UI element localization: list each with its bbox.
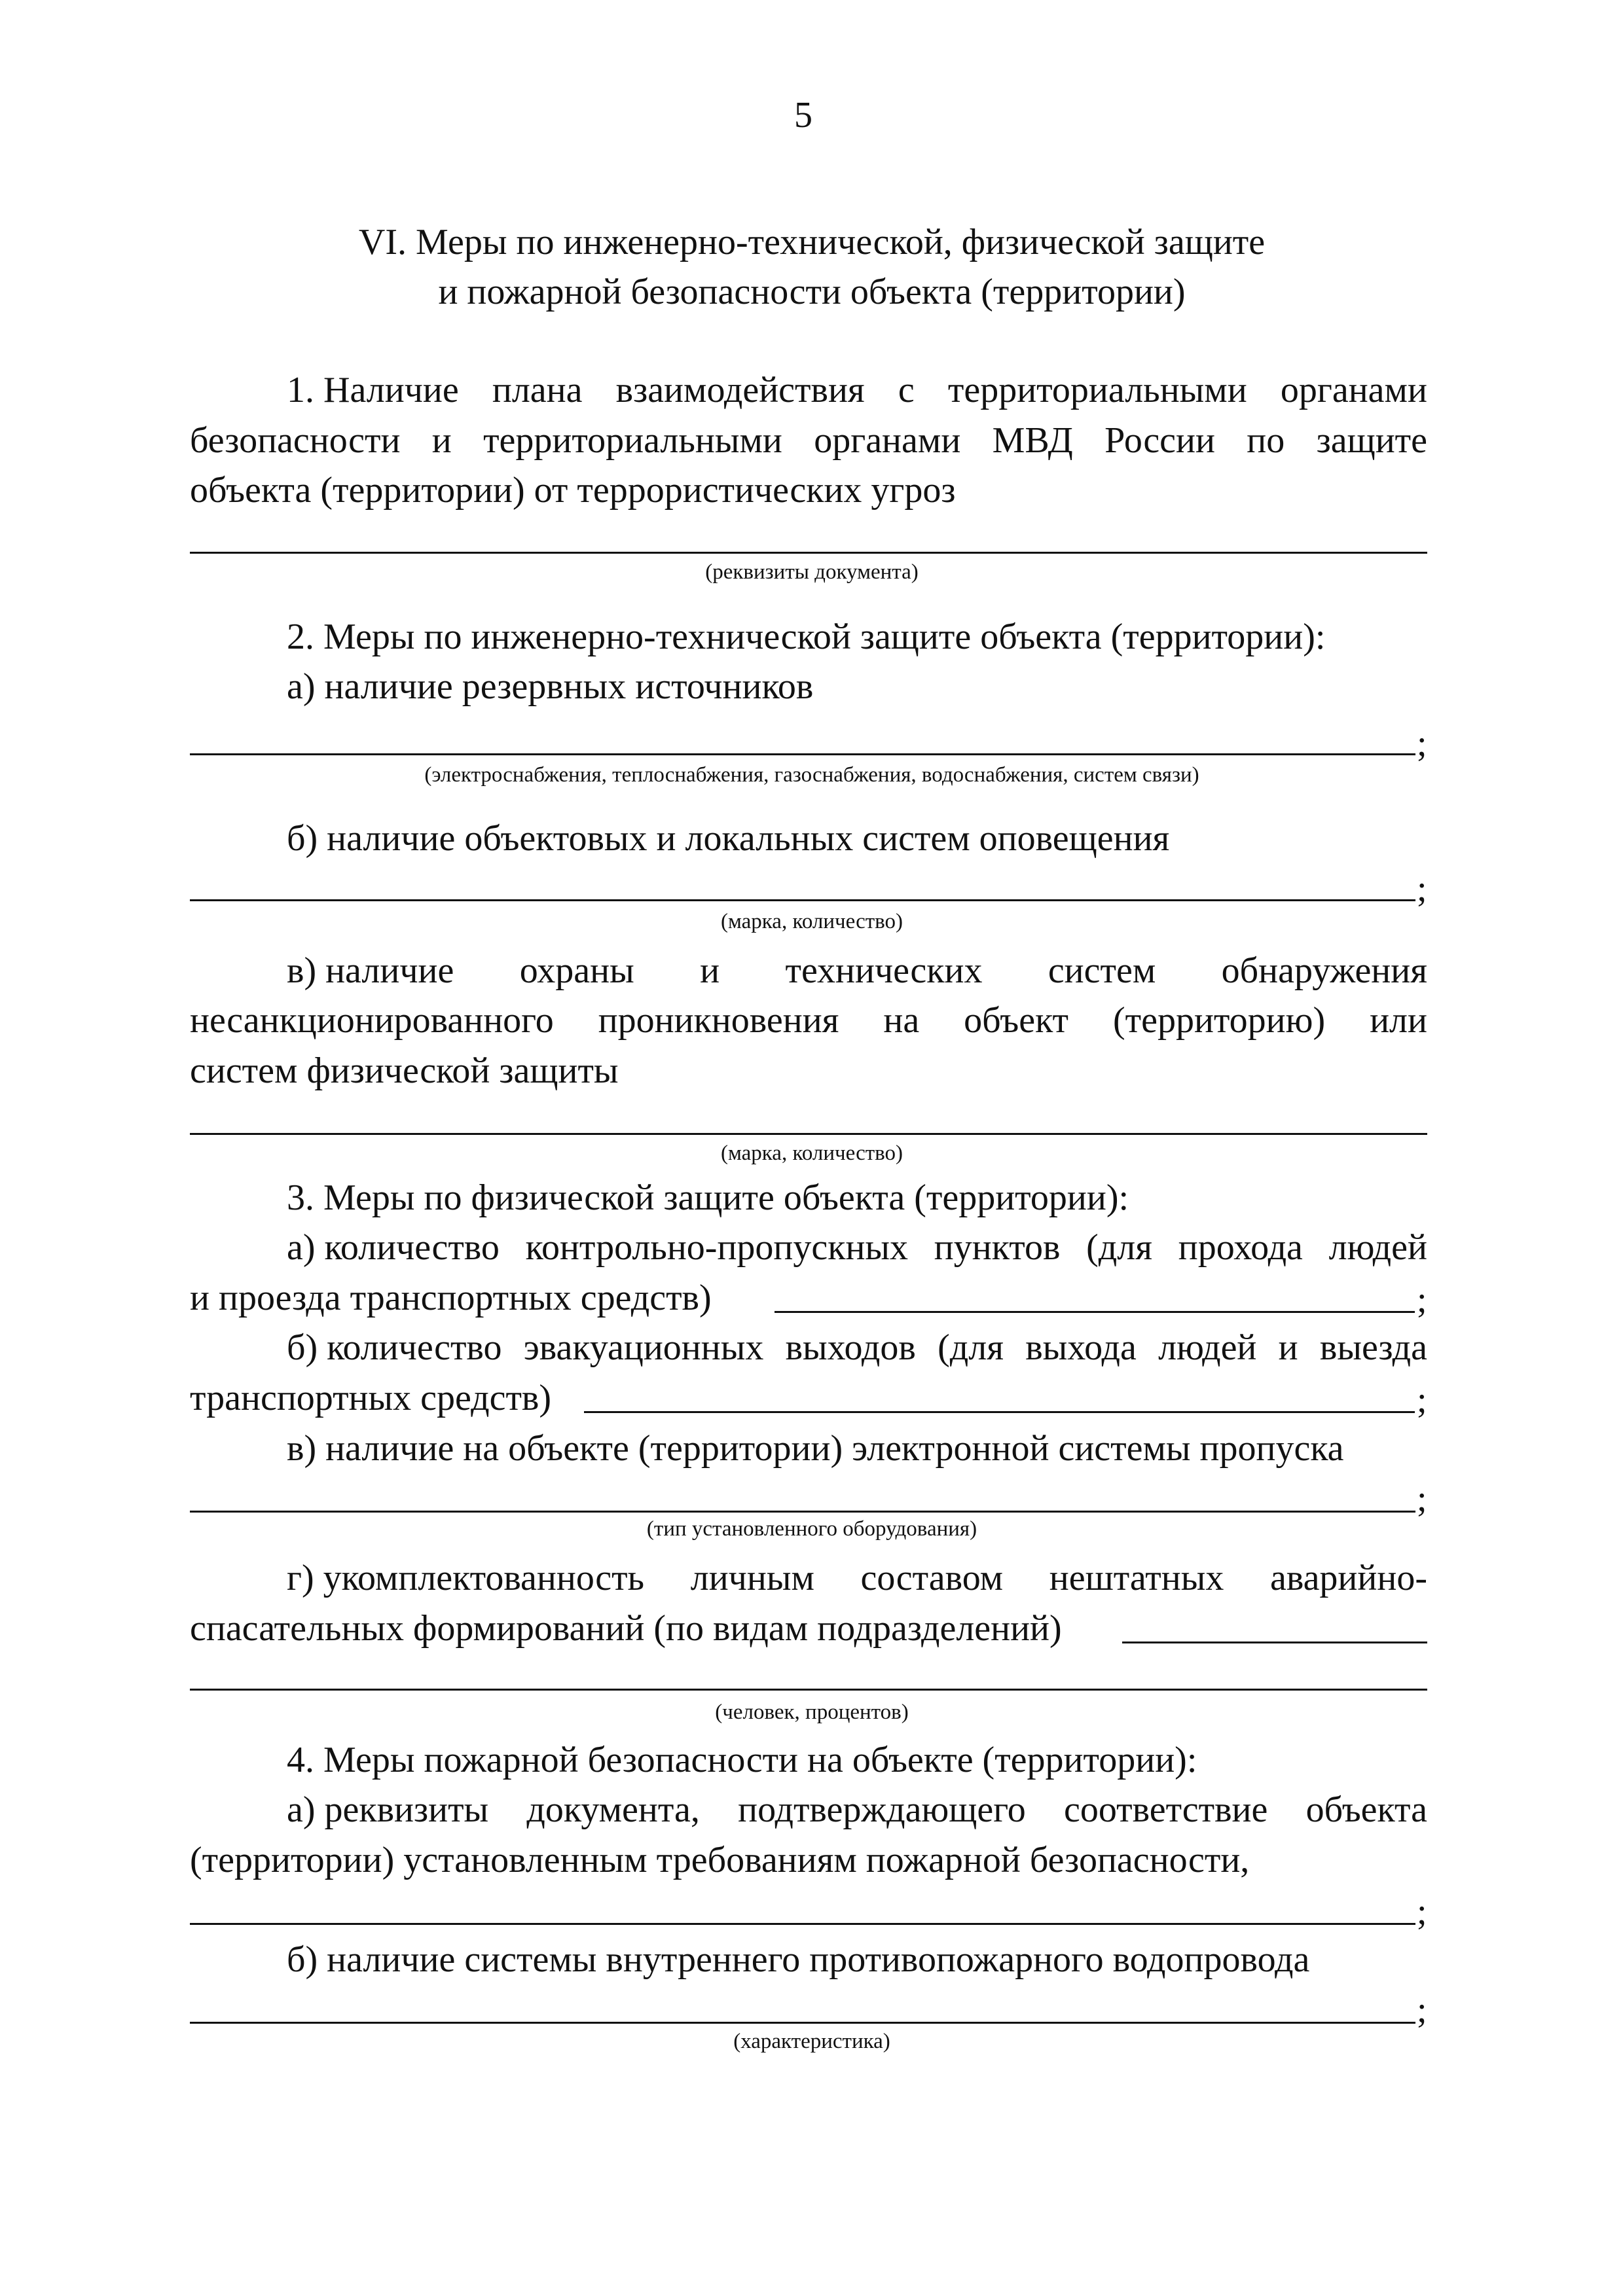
word: с: [898, 370, 915, 410]
word: территориальными: [947, 370, 1247, 410]
word: выходов: [785, 1327, 916, 1368]
word: (территорию): [1112, 1000, 1326, 1041]
item1-line-2: [190, 422, 1427, 459]
item2-v-line-2: [190, 1002, 1427, 1039]
item4-b-fill-line: [190, 2022, 1415, 2024]
section-heading-line-1: VI. Меры по инженерно-технической, физической защите: [358, 222, 1266, 262]
item3-g-caption: (человек, процентов): [715, 1700, 909, 1724]
item3-v-fill-line: [190, 1511, 1415, 1513]
item4-b-label: б) наличие системы внутреннего противопожарного водопровода: [287, 1939, 1310, 1980]
word: органами: [814, 420, 961, 461]
word: и: [1278, 1327, 1298, 1368]
word: (для: [938, 1327, 1004, 1368]
item2-b-fill-line: [190, 899, 1415, 901]
item3-a-line-2: и проезда транспортных средств): [190, 1278, 712, 1318]
word: несанкционированного: [190, 1000, 554, 1041]
word: прохода: [1178, 1227, 1303, 1268]
word: в) наличие: [287, 950, 454, 991]
item3-a-line-1: [287, 1229, 1427, 1266]
word: г) укомплектованность: [287, 1558, 645, 1598]
word: по: [1247, 420, 1285, 461]
item3-b-line-2: транспортных средств): [190, 1378, 552, 1418]
item3-b-fill-line: [584, 1411, 1415, 1413]
item2-a-semicolon: ;: [1417, 723, 1427, 764]
word: документа,: [526, 1789, 700, 1830]
word: (для: [1086, 1227, 1152, 1268]
word: взаимодействия: [615, 370, 865, 410]
item2-b-caption: (марка, количество): [720, 910, 903, 933]
item2-v-fill-line: [190, 1133, 1427, 1135]
word: 1. Наличие: [287, 370, 459, 410]
item2-v-line-3: систем физической защиты: [190, 1050, 619, 1091]
word: проникновения: [598, 1000, 839, 1041]
item4-title: 4. Меры пожарной безопасности на объекте (территории):: [287, 1740, 1197, 1780]
word: и: [431, 420, 452, 461]
item3-g-fill-line-1: [1122, 1641, 1427, 1643]
word: России: [1104, 420, 1215, 461]
word: обнаружения: [1221, 950, 1427, 991]
word: защите: [1316, 420, 1427, 461]
word: систем: [1048, 950, 1156, 991]
item3-a-fill-line: [775, 1311, 1415, 1313]
item2-b-label: б) наличие объектовых и локальных систем оповещения: [287, 818, 1170, 859]
word: людей: [1328, 1227, 1427, 1268]
item3-v-label: в) наличие на объекте (территории) электронной системы пропуска: [287, 1428, 1344, 1469]
item3-v-semicolon: ;: [1417, 1479, 1427, 1519]
item1-fill-line: [190, 552, 1427, 554]
word: контрольно-пропускных: [525, 1227, 909, 1268]
item3-b-semicolon: ;: [1417, 1380, 1427, 1420]
item4-b-semicolon: ;: [1417, 1990, 1427, 2030]
item1-line-3: объекта (территории) от террористических угроз: [190, 470, 956, 511]
word: а) реквизиты: [287, 1789, 489, 1830]
item2-b-semicolon: ;: [1417, 869, 1427, 909]
word: составом: [860, 1558, 1004, 1598]
item3-b-line-1: [287, 1329, 1427, 1366]
word: подтверждающего: [738, 1789, 1026, 1830]
item4-a-line-2: (территории) установленным требованиям пожарной безопасности,: [190, 1840, 1250, 1880]
item2-v-line-1: [287, 952, 1427, 989]
word: пунктов: [934, 1227, 1061, 1268]
word: и: [700, 950, 720, 991]
item3-g-line-1: [287, 1560, 1427, 1596]
page-number: 5: [794, 95, 812, 135]
word: б) количество: [287, 1327, 502, 1368]
word: территориальными: [483, 420, 782, 461]
item3-a-semicolon: ;: [1417, 1280, 1427, 1320]
item4-a-fill-line: [190, 1923, 1415, 1925]
item3-v-caption: (тип установленного оборудования): [646, 1517, 977, 1541]
item1-caption: (реквизиты документа): [705, 560, 919, 584]
item4-a-line-1: [287, 1791, 1427, 1828]
word: нештатных: [1049, 1558, 1224, 1598]
word: аварийно-: [1270, 1558, 1427, 1598]
item4-b-caption: (характеристика): [733, 2030, 890, 2053]
item2-v-caption: (марка, количество): [720, 1141, 903, 1165]
section-heading-line-2: и пожарной безопасности объекта (территории): [438, 272, 1186, 312]
word: а) количество: [287, 1227, 500, 1268]
word: охраны: [519, 950, 634, 991]
word: объекта: [1305, 1789, 1427, 1830]
item3-g-fill-line-2: [190, 1689, 1427, 1691]
word: людей: [1158, 1327, 1257, 1368]
word: личным: [690, 1558, 814, 1598]
word: органами: [1280, 370, 1427, 410]
word: безопасности: [190, 420, 401, 461]
word: МВД: [992, 420, 1073, 461]
item3-g-line-2: спасательных формирований (по видам подразделений): [190, 1608, 1062, 1649]
item2-a-label: а) наличие резервных источников: [287, 666, 814, 707]
item3-title: 3. Меры по физической защите объекта (территории):: [287, 1177, 1129, 1218]
word: на: [883, 1000, 920, 1041]
item2-title: 2. Меры по инженерно-технической защите объекта (территории):: [287, 617, 1326, 657]
item2-a-caption: (электроснабжения, теплоснабжения, газоснабжения, водоснабжения, систем связи): [424, 763, 1199, 787]
word: выезда: [1319, 1327, 1427, 1368]
word: плана: [492, 370, 583, 410]
item2-a-fill-line: [190, 753, 1415, 755]
word: или: [1370, 1000, 1427, 1041]
word: эвакуационных: [523, 1327, 764, 1368]
word: выхода: [1025, 1327, 1137, 1368]
item1-line-1: [287, 372, 1427, 408]
word: объект: [964, 1000, 1069, 1041]
word: технических: [785, 950, 983, 991]
item4-a-semicolon: ;: [1417, 1892, 1427, 1932]
word: соответствие: [1064, 1789, 1268, 1830]
